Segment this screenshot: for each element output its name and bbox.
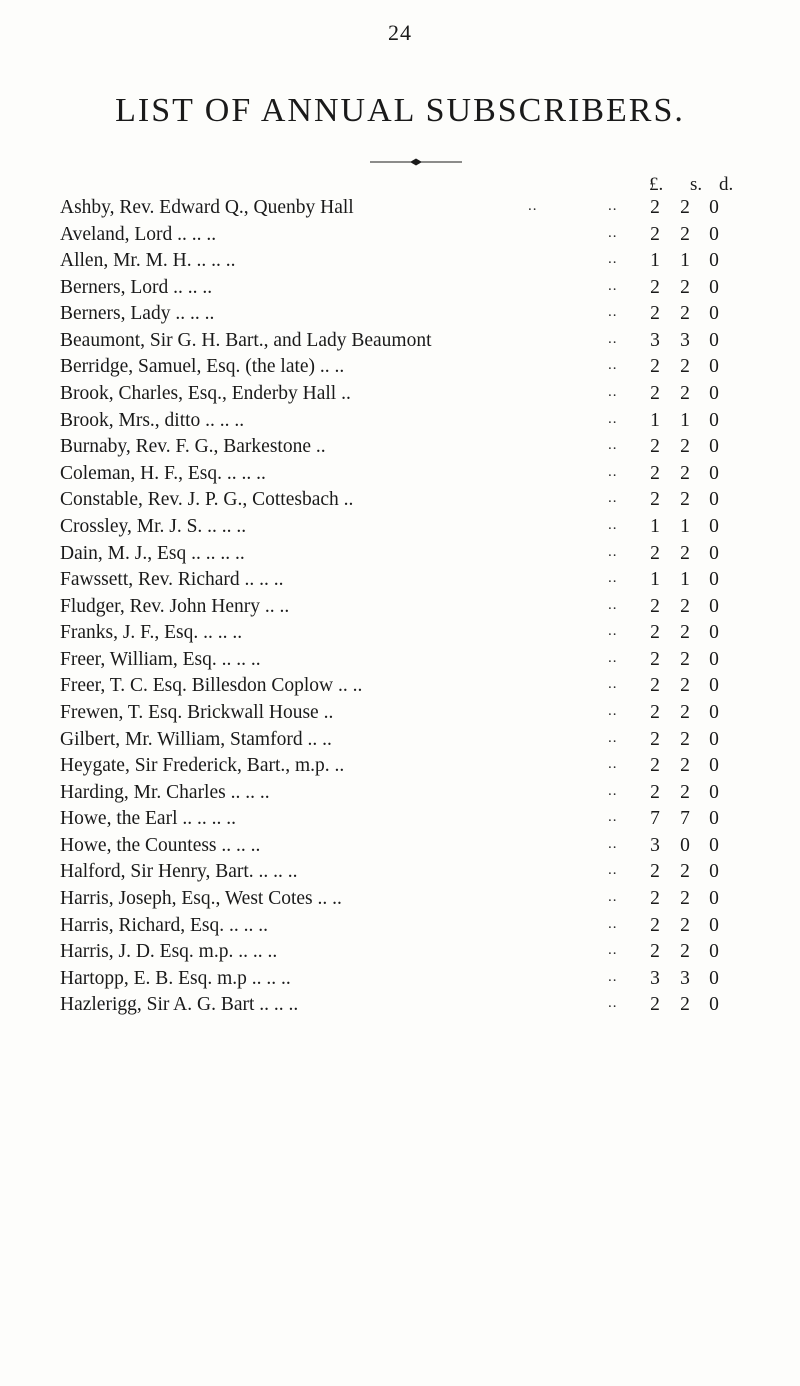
pence-amount: 0 <box>709 967 719 989</box>
subscriber-name: Coleman, H. F., Esq. .. .. .. <box>60 462 266 484</box>
subscriber-row <box>0 620 800 647</box>
pence-amount: 0 <box>709 595 719 617</box>
shillings-amount: 2 <box>680 994 690 1016</box>
dot-leader: .. <box>608 463 618 480</box>
pounds-amount: 2 <box>650 383 660 405</box>
subscriber-row <box>0 966 800 993</box>
dot-leaders <box>460 432 630 458</box>
shillings-amount: 2 <box>680 675 690 697</box>
subscriber-row <box>0 700 800 727</box>
pence-amount: 0 <box>709 808 719 830</box>
subscriber-row <box>0 354 800 381</box>
subscriber-name: Dain, M. J., Esq .. .. .. .. <box>60 542 245 564</box>
subscriber-row <box>0 541 800 568</box>
shillings-amount: 2 <box>680 941 690 963</box>
dot-leader: .. <box>608 915 618 932</box>
pounds-amount: 2 <box>650 462 660 484</box>
subscriber-name: Howe, the Countess .. .. .. <box>60 834 261 856</box>
dot-leaders <box>460 751 630 777</box>
dot-leaders <box>460 246 630 272</box>
dot-leader: .. <box>608 490 618 507</box>
shillings-amount: 2 <box>680 914 690 936</box>
pence-amount: 0 <box>709 197 719 218</box>
pounds-amount: 2 <box>650 622 660 644</box>
pounds-amount: 2 <box>650 648 660 670</box>
dot-leaders <box>460 326 630 352</box>
dot-leaders <box>460 964 630 990</box>
dot-leader: .. <box>608 702 618 719</box>
pounds-amount: 3 <box>650 329 660 351</box>
pence-amount: 0 <box>709 409 719 431</box>
subscriber-row <box>0 647 800 674</box>
subscriber-name: Freer, William, Esq. .. .. .. <box>60 648 261 670</box>
subscriber-name: Allen, Mr. M. H. .. .. .. <box>60 250 236 272</box>
pence-amount: 0 <box>709 276 719 298</box>
pence-column-header: d. <box>719 174 734 195</box>
shillings-amount: 2 <box>680 276 690 298</box>
pence-amount: 0 <box>709 648 719 670</box>
subscriber-name: Freer, T. C. Esq. Billesdon Coplow .. .. <box>60 675 363 697</box>
dot-leader: .. <box>608 437 618 454</box>
subscriber-name: Harris, Joseph, Esq., West Cotes .. .. <box>60 888 342 910</box>
pence-amount: 0 <box>709 861 719 883</box>
shillings-amount: 2 <box>680 888 690 910</box>
shillings-amount: 2 <box>680 542 690 564</box>
dot-leader: .. <box>608 862 618 879</box>
subscriber-name: Frewen, T. Esq. Brickwall House .. <box>60 701 334 723</box>
subscriber-row <box>0 886 800 913</box>
subscriber-row <box>0 222 800 249</box>
subscriber-row <box>0 673 800 700</box>
pounds-amount: 1 <box>650 515 660 537</box>
dot-leader: .. <box>608 570 618 587</box>
subscriber-row <box>0 328 800 355</box>
shillings-amount: 1 <box>680 515 690 537</box>
pounds-amount: 2 <box>650 701 660 723</box>
dot-leaders <box>460 990 630 1016</box>
pence-amount: 0 <box>709 728 719 750</box>
pence-amount: 0 <box>709 914 719 936</box>
subscriber-row <box>0 780 800 807</box>
pence-amount: 0 <box>709 250 719 272</box>
pence-amount: 0 <box>709 303 719 325</box>
pence-amount: 0 <box>709 888 719 910</box>
pounds-amount: 2 <box>650 223 660 245</box>
pounds-amount: 2 <box>650 914 660 936</box>
dot-leader: .. <box>608 756 618 773</box>
shillings-amount: 1 <box>680 409 690 431</box>
subscriber-name: Brook, Mrs., ditto .. .. .. <box>60 409 245 431</box>
dot-leader: .. <box>608 224 618 241</box>
subscriber-name: Fawssett, Rev. Richard .. .. .. <box>60 569 284 591</box>
dot-leader: .. <box>608 410 618 427</box>
pounds-amount: 2 <box>650 941 660 963</box>
subscriber-name: Beaumont, Sir G. H. Bart., and Lady Beaumont <box>60 329 432 351</box>
pounds-amount: 2 <box>650 861 660 883</box>
subscriber-name: Burnaby, Rev. F. G., Barkestone .. <box>60 436 326 458</box>
pence-amount: 0 <box>709 329 719 351</box>
shillings-amount: 2 <box>680 383 690 405</box>
pence-amount: 0 <box>709 489 719 511</box>
dot-leaders <box>460 512 630 538</box>
subscriber-name: Halford, Sir Henry, Bart. .. .. .. <box>60 861 298 883</box>
subscriber-name: Brook, Charles, Esq., Enderby Hall .. <box>60 383 351 405</box>
shillings-amount: 2 <box>680 462 690 484</box>
shillings-amount: 2 <box>680 197 690 218</box>
subscriber-name: Crossley, Mr. J. S. .. .. .. <box>60 515 247 537</box>
pounds-amount: 2 <box>650 888 660 910</box>
dot-leaders <box>460 485 630 511</box>
page-number: 24 <box>388 20 412 45</box>
pounds-amount: 7 <box>650 808 660 830</box>
pence-amount: 0 <box>709 781 719 803</box>
pounds-amount: 2 <box>650 489 660 511</box>
subscriber-name: Berners, Lord .. .. .. <box>60 276 213 298</box>
pence-amount: 0 <box>709 622 719 644</box>
subscriber-row <box>0 727 800 754</box>
dot-leader: .. <box>608 198 618 214</box>
dot-leader: .. <box>608 251 618 268</box>
shillings-amount: 2 <box>680 728 690 750</box>
pence-amount: 0 <box>709 994 719 1016</box>
pence-amount: 0 <box>709 755 719 777</box>
dot-leaders <box>460 565 630 591</box>
dot-leaders <box>460 220 630 246</box>
pence-amount: 0 <box>709 462 719 484</box>
subscriber-row <box>0 301 800 328</box>
subscriber-row <box>0 753 800 780</box>
subscriber-row <box>0 248 800 275</box>
dot-leaders <box>460 379 630 405</box>
pounds-amount: 2 <box>650 781 660 803</box>
subscriber-row <box>0 195 800 222</box>
pounds-amount: 3 <box>650 834 660 856</box>
dot-leaders <box>460 911 630 937</box>
pence-amount: 0 <box>709 834 719 856</box>
shillings-amount: 2 <box>680 436 690 458</box>
subscriber-row <box>0 833 800 860</box>
shillings-amount: 2 <box>680 622 690 644</box>
subscriber-row <box>0 567 800 594</box>
dot-leader: .. <box>608 942 618 959</box>
pence-amount: 0 <box>709 223 719 245</box>
dot-leader: .. <box>608 516 618 533</box>
pence-amount: 0 <box>709 701 719 723</box>
subscriber-name: Aveland, Lord .. .. .. <box>60 223 217 245</box>
pounds-amount: 2 <box>650 595 660 617</box>
subscriber-name: Heygate, Sir Frederick, Bart., m.p. .. <box>60 755 345 777</box>
shillings-amount: 2 <box>680 755 690 777</box>
dot-leader: .. <box>608 835 618 852</box>
shillings-amount: 2 <box>680 303 690 325</box>
pence-amount: 0 <box>709 515 719 537</box>
pence-amount: 0 <box>709 941 719 963</box>
subscriber-row <box>0 939 800 966</box>
shillings-amount: 2 <box>680 356 690 378</box>
dot-leaders <box>460 352 630 378</box>
pounds-amount: 2 <box>650 542 660 564</box>
subscriber-row <box>0 381 800 408</box>
dot-leader: .. <box>608 277 618 294</box>
shillings-amount: 1 <box>680 250 690 272</box>
dot-leader: .. <box>608 809 618 826</box>
dot-leaders <box>460 884 630 910</box>
dot-leader: .. <box>608 995 618 1012</box>
ornamental-rule <box>370 157 462 167</box>
shillings-amount: 2 <box>680 781 690 803</box>
dot-leaders <box>460 539 630 565</box>
dot-leader: .. <box>608 889 618 906</box>
pounds-amount: 2 <box>650 994 660 1016</box>
pence-amount: 0 <box>709 436 719 458</box>
dot-leaders <box>460 671 630 697</box>
shillings-amount: 2 <box>680 223 690 245</box>
subscriber-name: Berners, Lady .. .. .. <box>60 303 215 325</box>
dot-leader: .. <box>608 623 618 640</box>
subscriber-row <box>0 461 800 488</box>
shillings-amount: 3 <box>680 967 690 989</box>
dot-leader: .. <box>528 198 538 214</box>
subscriber-row <box>0 913 800 940</box>
pounds-amount: 3 <box>650 967 660 989</box>
subscriber-row <box>0 514 800 541</box>
subscriber-row <box>0 487 800 514</box>
subscriber-row <box>0 408 800 435</box>
pounds-amount: 2 <box>650 356 660 378</box>
dot-leader: .. <box>608 968 618 985</box>
dot-leaders <box>460 698 630 724</box>
shillings-amount: 2 <box>680 648 690 670</box>
dot-leaders <box>460 725 630 751</box>
dot-leader: .. <box>608 304 618 321</box>
shillings-amount: 0 <box>680 834 690 856</box>
shillings-amount: 2 <box>680 489 690 511</box>
subscriber-row <box>0 859 800 886</box>
subscriber-name: Berridge, Samuel, Esq. (the late) .. .. <box>60 356 345 378</box>
subscriber-name: Howe, the Earl .. .. .. .. <box>60 808 236 830</box>
pounds-amount: 2 <box>650 755 660 777</box>
subscriber-name: Harris, J. D. Esq. m.p. .. .. .. <box>60 941 278 963</box>
page-title: LIST OF ANNUAL SUBSCRIBERS. <box>115 92 685 129</box>
dot-leader: .. <box>608 782 618 799</box>
dot-leaders <box>460 273 630 299</box>
dot-leaders <box>460 645 630 671</box>
dot-leader: .. <box>608 729 618 746</box>
pounds-amount: 2 <box>650 728 660 750</box>
subscriber-row <box>0 275 800 302</box>
pence-amount: 0 <box>709 356 719 378</box>
shillings-amount: 7 <box>680 808 690 830</box>
shillings-amount: 2 <box>680 861 690 883</box>
dot-leaders <box>460 804 630 830</box>
subscriber-name: Gilbert, Mr. William, Stamford .. .. <box>60 728 332 750</box>
dot-leader: .. <box>608 543 618 560</box>
subscriber-name: Hartopp, E. B. Esq. m.p .. .. .. <box>60 967 291 989</box>
shillings-column-header: s. <box>690 174 703 195</box>
pounds-amount: 2 <box>650 276 660 298</box>
pounds-column-header: £. <box>649 174 664 195</box>
subscriber-row <box>0 806 800 833</box>
subscriber-name: Hazlerigg, Sir A. G. Bart .. .. .. <box>60 994 299 1016</box>
pence-amount: 0 <box>709 542 719 564</box>
dot-leader: .. <box>608 384 618 401</box>
subscriber-row <box>0 434 800 461</box>
dot-leader: .. <box>608 596 618 613</box>
dot-leader: .. <box>608 357 618 374</box>
subscriber-row <box>0 992 800 1019</box>
subscriber-row <box>0 594 800 621</box>
pounds-amount: 1 <box>650 250 660 272</box>
dot-leader: .. <box>608 649 618 666</box>
dot-leaders <box>460 937 630 963</box>
subscriber-name: Constable, Rev. J. P. G., Cottesbach .. <box>60 489 354 511</box>
dot-leaders <box>460 778 630 804</box>
pounds-amount: 1 <box>650 569 660 591</box>
dot-leader: .. <box>608 676 618 693</box>
pence-amount: 0 <box>709 569 719 591</box>
dot-leaders <box>460 459 630 485</box>
dot-leaders <box>460 857 630 883</box>
subscriber-name: Harris, Richard, Esq. .. .. .. <box>60 914 268 936</box>
subscriber-name: Franks, J. F., Esq. .. .. .. <box>60 622 243 644</box>
dot-leaders <box>460 193 630 219</box>
shillings-amount: 2 <box>680 701 690 723</box>
dot-leaders <box>460 406 630 432</box>
pence-amount: 0 <box>709 675 719 697</box>
pounds-amount: 2 <box>650 197 660 218</box>
subscriber-name: Ashby, Rev. Edward Q., Quenby Hall <box>60 197 354 218</box>
dot-leaders <box>460 592 630 618</box>
dot-leader: .. <box>608 330 618 347</box>
pence-amount: 0 <box>709 383 719 405</box>
dot-leaders <box>460 299 630 325</box>
subscriber-name: Fludger, Rev. John Henry .. .. <box>60 595 290 617</box>
pounds-amount: 2 <box>650 303 660 325</box>
pounds-amount: 2 <box>650 436 660 458</box>
pounds-amount: 2 <box>650 675 660 697</box>
dot-leaders <box>460 831 630 857</box>
pounds-amount: 1 <box>650 409 660 431</box>
shillings-amount: 1 <box>680 569 690 591</box>
shillings-amount: 2 <box>680 595 690 617</box>
subscriber-list <box>0 195 800 1019</box>
subscriber-name: Harding, Mr. Charles .. .. .. <box>60 781 270 803</box>
shillings-amount: 3 <box>680 329 690 351</box>
dot-leaders <box>460 618 630 644</box>
